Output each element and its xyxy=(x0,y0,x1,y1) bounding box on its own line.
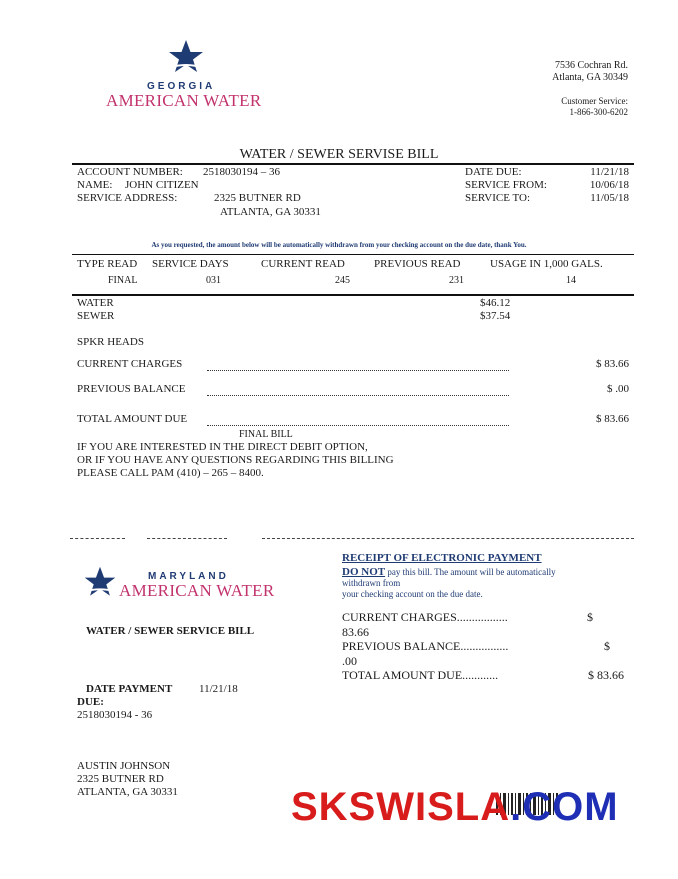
sewer-amount: $37.54 xyxy=(480,310,511,322)
total-due-label: TOTAL AMOUNT DUE xyxy=(77,413,188,425)
tear-line-1[interactable] xyxy=(70,538,125,539)
previous-balance-label: PREVIOUS BALANCE xyxy=(77,383,186,395)
tear-line-3[interactable] xyxy=(262,538,634,539)
value-current-read: 245 xyxy=(335,275,350,286)
stub-previous-label: PREVIOUS BALANCE................ xyxy=(342,639,509,653)
stub-bill-title: WATER / SEWER SERVICE BILL xyxy=(86,625,255,637)
current-charges-label: CURRENT CHARGES xyxy=(77,358,183,370)
value-previous-read: 231 xyxy=(449,275,464,286)
tear-line-2[interactable] xyxy=(147,538,227,539)
receipt-title: RECEIPT OF ELECTRONIC PAYMENT xyxy=(342,552,542,564)
watermark-text xyxy=(291,785,619,830)
service-address-label: SERVICE ADDRESS: xyxy=(77,192,178,204)
company-address-line1: 7536 Cochran Rd. xyxy=(554,60,628,71)
stub-customer-address2: ATLANTA, GA 30331 xyxy=(77,786,178,798)
spkr-heads-label: SPKR HEADS xyxy=(77,336,144,348)
name-label: NAME: xyxy=(77,179,113,191)
bill-title: WATER / SEWER SERVISE BILL xyxy=(239,147,439,162)
header-usage: USAGE IN 1,000 GALS. xyxy=(490,258,603,270)
watermark-part-domain: .COM xyxy=(510,785,619,829)
date-due-label: DATE DUE: xyxy=(465,166,522,178)
stub-logo-state: MARYLAND xyxy=(148,571,229,582)
stub-total-amount: $ 83.66 xyxy=(588,668,624,682)
account-number-label: ACCOUNT NUMBER: xyxy=(77,166,183,178)
value-service-days: 031 xyxy=(206,275,221,286)
title-rule xyxy=(72,163,634,165)
date-payment-value: 11/21/18 xyxy=(199,683,238,695)
receipt-text-line1 xyxy=(342,566,556,578)
service-from: 10/06/18 xyxy=(589,179,629,191)
company-address-line2: Atlanta, GA 30349 xyxy=(552,72,628,83)
watermark-part-main: SKSWISLA xyxy=(291,785,511,829)
readings-bottom-rule xyxy=(72,294,634,296)
service-to: 11/05/18 xyxy=(590,192,629,204)
service-address-line1: 2325 BUTNER RD xyxy=(214,192,301,204)
header-service-days: SERVICE DAYS xyxy=(152,258,229,270)
header-current-read: CURRENT READ xyxy=(261,258,345,270)
readings-top-rule xyxy=(72,254,634,255)
receipt-text-line3: your checking account on the due date. xyxy=(342,589,483,599)
receipt-text: pay this bill. The amount will be automatically xyxy=(385,567,556,577)
date-due: 11/21/18 xyxy=(590,166,629,178)
previous-balance-leader xyxy=(207,395,509,396)
value-usage: 14 xyxy=(566,275,576,286)
current-charges-amount: $ 83.66 xyxy=(596,358,629,370)
info-line-1: IF YOU ARE INTERESTED IN THE DIRECT DEBIT OPTION, xyxy=(77,441,368,453)
star-logo-icon xyxy=(82,565,118,601)
stub-previous-dollar: $ xyxy=(604,639,610,653)
due-label: DUE: xyxy=(77,696,104,708)
stub-customer-name: AUSTIN JOHNSON xyxy=(77,760,171,772)
logo-state: GEORGIA xyxy=(147,81,216,92)
customer-service-phone: 1-866-300-6202 xyxy=(569,107,628,117)
value-type-read: FINAL xyxy=(108,275,138,286)
auto-withdraw-notice: As you requested, the amount below will be automatically withdrawn from your checking account on the due date, thank You. xyxy=(151,241,527,249)
receipt-text-line2: withdrawn from xyxy=(342,578,401,588)
stub-previous-value: .00 xyxy=(342,654,357,668)
current-charges-leader xyxy=(207,370,509,371)
stub-account-number: 2518030194 - 36 xyxy=(77,709,153,721)
total-due-amount: $ 83.66 xyxy=(596,413,629,425)
header-type-read: TYPE READ xyxy=(77,258,138,270)
stub-customer-address1: 2325 BUTNER RD xyxy=(77,773,164,785)
date-payment-label: DATE PAYMENT xyxy=(86,683,173,695)
total-due-leader xyxy=(207,425,509,426)
water-label: WATER xyxy=(77,297,114,309)
stub-current-dollar: $ xyxy=(587,610,593,624)
do-not-text: DO NOT xyxy=(342,566,386,578)
service-from-label: SERVICE FROM: xyxy=(465,179,547,191)
stub-total-label: TOTAL AMOUNT DUE............ xyxy=(342,668,499,682)
service-address-line2: ATLANTA, GA 30331 xyxy=(220,206,321,218)
customer-name: JOHN CITIZEN xyxy=(125,179,199,191)
sewer-label: SEWER xyxy=(77,310,115,322)
previous-balance-amount: $ .00 xyxy=(607,383,629,395)
account-number: 2518030194 – 36 xyxy=(203,166,280,178)
info-line-2: OR IF YOU HAVE ANY QUESTIONS REGARDING THIS BILLING xyxy=(77,454,394,466)
header-previous-read: PREVIOUS READ xyxy=(374,258,461,270)
stub-logo-company: AMERICAN WATER xyxy=(119,581,275,600)
logo-company: AMERICAN WATER xyxy=(106,91,262,110)
info-line-3: PLEASE CALL PAM (410) – 265 – 8400. xyxy=(77,467,264,479)
star-logo-icon xyxy=(166,38,206,78)
final-bill-label: FINAL BILL xyxy=(239,429,293,440)
water-amount: $46.12 xyxy=(480,297,511,309)
stub-current-value: 83.66 xyxy=(342,625,369,639)
service-to-label: SERVICE TO: xyxy=(465,192,531,204)
customer-service-label: Customer Service: xyxy=(561,96,628,106)
stub-current-label: CURRENT CHARGES................. xyxy=(342,610,508,624)
